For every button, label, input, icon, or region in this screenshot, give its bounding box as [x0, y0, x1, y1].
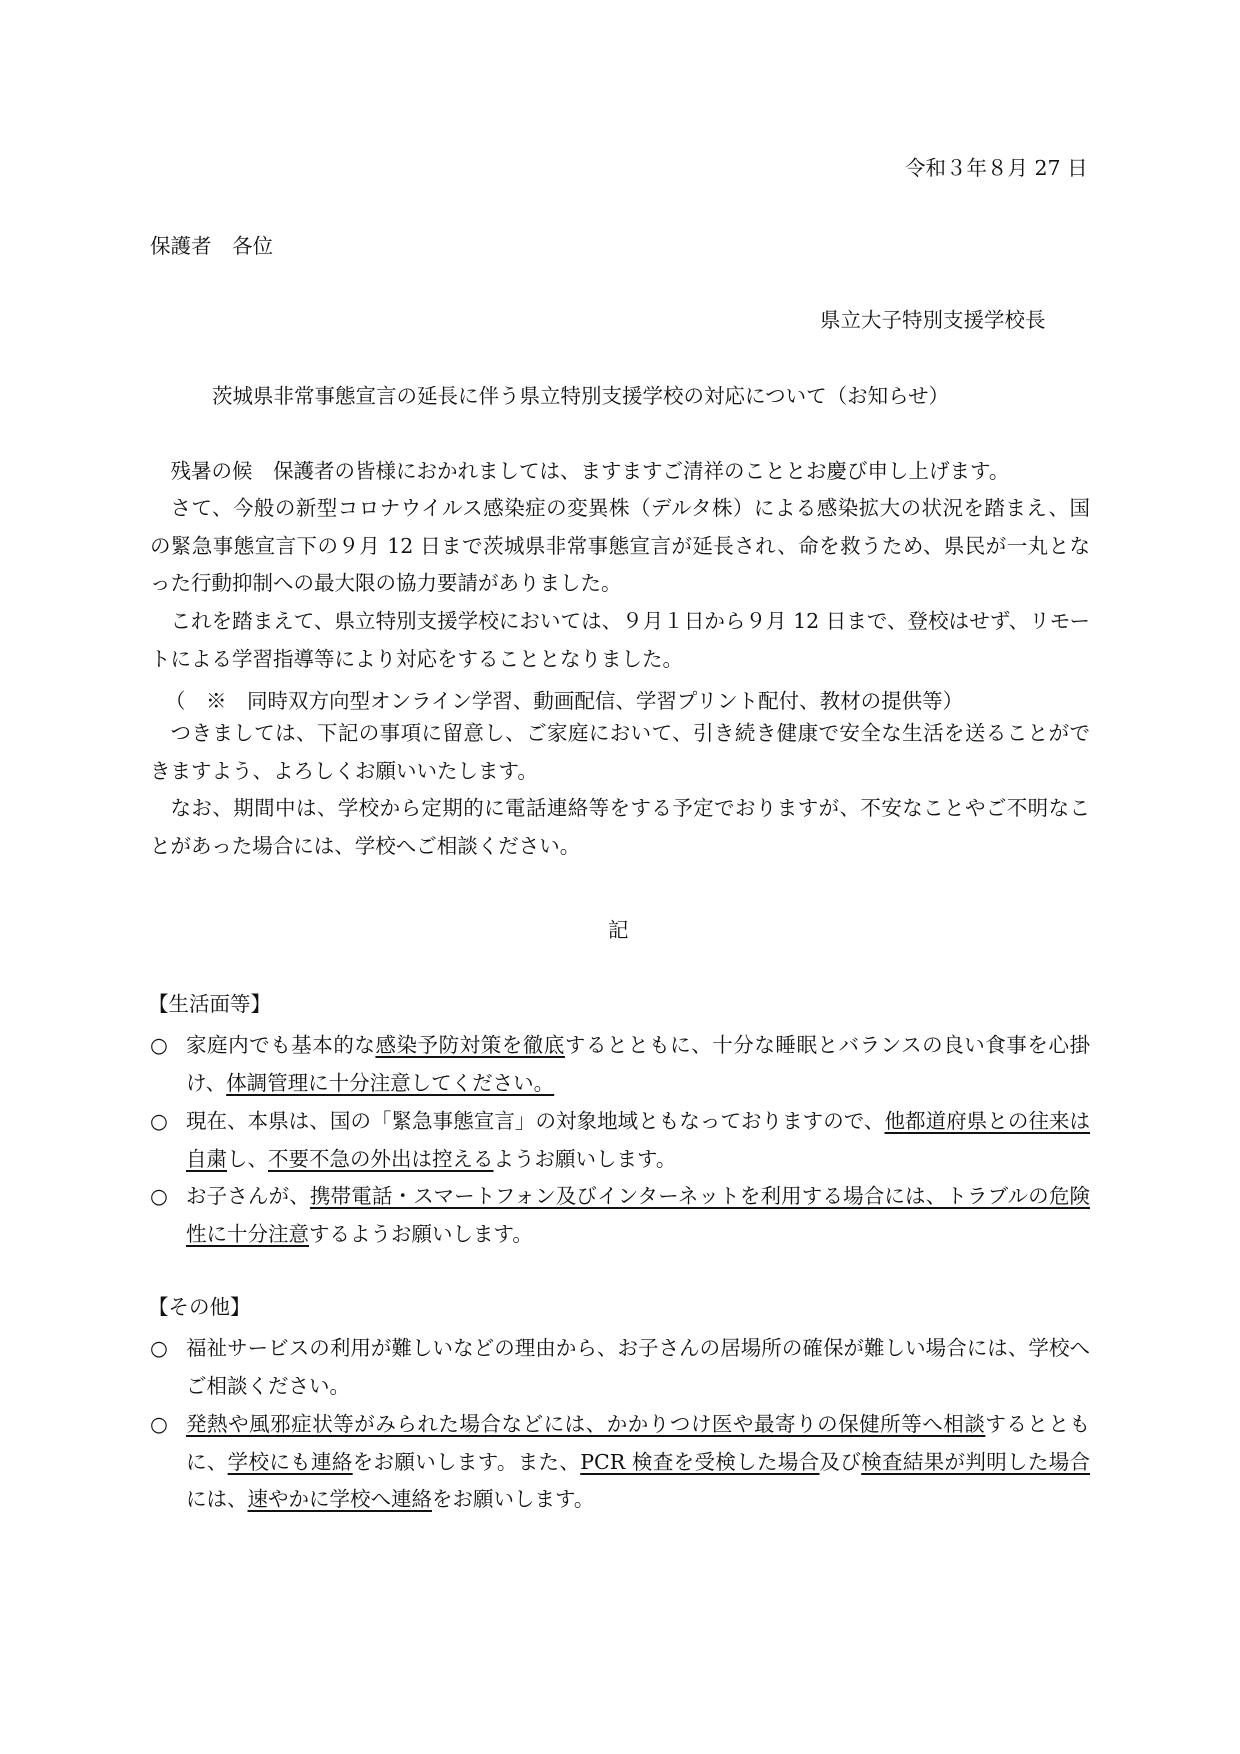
underlined-text: 不要不急の外出は控える: [268, 1146, 494, 1171]
list-item-text: 発熱や風邪症状等がみられた場合などには、かかりつけ医や最寄りの保健所等へ相談するとともに、学校にも連絡をお願いします。また、PCR 検査を受検した場合及び検査結果が判明した場合には、速やかに学校へ連絡をお願いします。: [186, 1412, 1091, 1511]
document-title: 茨城県非常事態宣言の延長に伴う県立特別支援学校の対応について（お知らせ）: [212, 384, 949, 408]
response-paragraph: これを踏まえて、県立特別支援学校においては、９月１日から９月 12 日まで、登校はせず、リモートによる学習指導等により対応をすることとなりました。: [150, 609, 1090, 671]
underlined-text: 発熱や風邪症状等がみられた場合などには、かかりつけ医や最寄りの保健所等へ相談: [186, 1412, 986, 1436]
request-paragraph: つきましては、下記の事項に留意し、ご家庭において、引き続き健康で安全な生活を送ることができますよう、よろしくお願いいたします。: [150, 721, 1090, 783]
sender: 県立大子特別支援学校長: [820, 308, 1046, 332]
underlined-text: 携帯電話・スマートフォン及びインターネットを利用する場合には、トラブルの危険性に十分注意: [186, 1184, 1090, 1246]
circle-bullet: ○: [150, 1184, 168, 1208]
remote-learning-note: （ ※ 同時双方向型オンライン学習、動画配信、学習プリント配付、教材の提供等）: [165, 689, 964, 713]
list-item-text: お子さんが、携帯電話・スマートフォン及びインターネットを利用する場合には、トラブルの危険性に十分注意するようお願いします。: [186, 1184, 1090, 1246]
document-date: 令和３年８月 27 日: [905, 156, 1088, 180]
underlined-text: 体調管理に十分注意してください。: [226, 1070, 555, 1095]
section-heading-other: 【その他】: [148, 1295, 251, 1319]
list-item-text: 現在、本県は、国の「緊急事態宣言」の対象地域ともなっておりますので、他都道府県との往来は自粛し、不要不急の外出は控えるようお願いします。: [186, 1109, 1091, 1171]
list-item: [150, 1103, 1090, 1178]
background-paragraph: さて、今般の新型コロナウイルス感染症の変異株（デルタ株）による感染拡大の状況を踏まえ、国の緊急事態宣言下の９月 12 日まで茨城県非常事態宣言が延長され、命を救うため、県民が一丸となった行動抑制への最大限の協力要請がありました。: [150, 496, 1090, 595]
underlined-text: 速やかに学校へ連絡: [247, 1487, 432, 1511]
list-item: [150, 1178, 1090, 1253]
circle-bullet: ○: [150, 1033, 168, 1057]
list-item-text: 家庭内でも基本的な感染予防対策を徹底するとともに、十分な睡眠とバランスの良い食事を心掛け、体調管理に十分注意してください。: [186, 1033, 1090, 1095]
list-item-text: 福祉サービスの利用が難しいなどの理由から、お子さんの居場所の確保が難しい場合には、学校へご相談ください。: [186, 1336, 1090, 1398]
section-heading-daily-life: 【生活面等】: [148, 992, 271, 1016]
list-item: [150, 1027, 1090, 1102]
underlined-text: PCR 検査を受検した場合: [580, 1449, 820, 1474]
circle-bullet: ○: [150, 1109, 168, 1133]
underlined-text: 感染予防対策を徹底: [375, 1033, 565, 1057]
addressee: 保護者 各位: [150, 234, 273, 258]
contact-paragraph: なお、期間中は、学校から定期的に電話連絡等をする予定でおりますが、不安なことやご不明なことがあった場合には、学校へご相談ください。: [150, 796, 1090, 858]
list-item: [150, 1406, 1090, 1519]
circle-bullet: ○: [150, 1412, 168, 1436]
ki-heading: 記: [608, 918, 629, 942]
circle-bullet: ○: [150, 1336, 168, 1360]
underlined-text: 他都道府県との往来は自粛: [186, 1109, 1091, 1171]
greeting-paragraph: 残暑の候 保護者の皆様におかれましては、ますますご清祥のこととお慶び申し上げます。: [170, 459, 1010, 483]
list-item: [150, 1330, 1090, 1405]
underlined-text: 検査結果が判明した場合: [861, 1449, 1091, 1474]
underlined-text: 学校にも連絡: [227, 1449, 353, 1474]
